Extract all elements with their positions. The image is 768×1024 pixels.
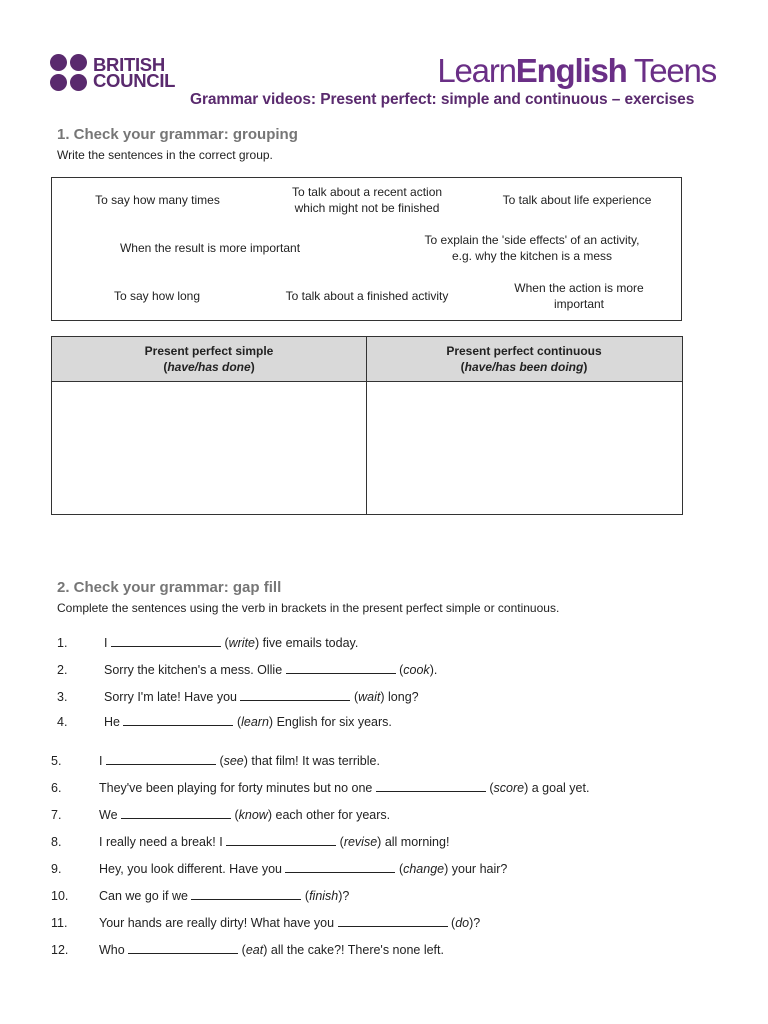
sentence-start: Hey, you look different. Have you <box>99 862 282 876</box>
gap-fill-item: Hey, you look different. Have you (change) your hair? <box>99 862 508 876</box>
use-line: important <box>553 297 605 311</box>
sentence-start: Who <box>99 943 125 957</box>
sentence-start: They've been playing for forty minutes but no one <box>99 781 373 795</box>
sentence-start: I <box>99 754 103 768</box>
verb-hint: change <box>403 862 445 876</box>
use-item <box>100 240 320 256</box>
verb-hint: do <box>455 916 470 930</box>
learnenglish-teens-logo <box>437 52 716 90</box>
sentence-end: all the cake?! There's none left. <box>270 943 444 957</box>
section2-heading: 2. Check your grammar: gap fill <box>57 579 282 596</box>
gap-fill-item: Sorry the kitchen's a mess. Ollie (cook). <box>104 663 438 677</box>
verb-hint: eat <box>245 943 264 957</box>
use-line: To say how long <box>113 289 201 303</box>
use-line: To talk about a recent action <box>291 185 443 199</box>
use-line: e.g. why the kitchen is a mess <box>451 249 613 263</box>
verb-hint: wait <box>358 690 381 704</box>
col-continuous-header: Present perfect continuous (have/has been doing) <box>367 343 681 375</box>
gap-fill-item: We (know) each other for years. <box>99 808 391 822</box>
section1-heading: 1. Check your grammar: grouping <box>57 126 298 143</box>
use-line: When the result is more important <box>119 241 301 255</box>
verb-hint: know <box>238 808 268 822</box>
continuous-answer-cell[interactable] <box>368 382 682 514</box>
verb-hint: cook <box>403 663 430 677</box>
question-number: 8. <box>51 835 62 849</box>
col-continuous-form: have/has been doing <box>464 360 584 374</box>
sentence-end: . <box>433 663 438 677</box>
answer-blank[interactable] <box>111 636 221 647</box>
logo-line-2: COUNCIL <box>93 70 176 91</box>
section2-instruction: Complete the sentences using the verb in brackets in the present perfect simple or continuous. <box>57 601 560 615</box>
answer-blank[interactable] <box>285 862 395 873</box>
use-line: To explain the 'side effects' of an activity, <box>424 233 640 247</box>
use-item <box>494 280 664 312</box>
verb-hint: see <box>223 754 244 768</box>
sentence-start: Can we go if we <box>99 889 188 903</box>
answer-blank[interactable] <box>191 889 301 900</box>
brand-english: English <box>515 52 627 89</box>
question-number: 7. <box>51 808 62 822</box>
sentence-end: each other for years. <box>275 808 391 822</box>
sentence-start: We <box>99 808 118 822</box>
sentence-end: long? <box>388 690 419 704</box>
question-number: 2. <box>57 663 68 677</box>
col-continuous-title: Present perfect continuous <box>446 344 602 358</box>
sentence-start: Sorry I'm late! Have you <box>104 690 237 704</box>
question-number: 11. <box>51 916 68 930</box>
sentence-end: ? <box>342 889 350 903</box>
question-number: 12. <box>51 943 69 957</box>
answer-blank[interactable] <box>376 781 486 792</box>
gap-fill-item: Can we go if we (finish)? <box>99 889 350 903</box>
answer-blank[interactable] <box>123 715 233 726</box>
gap-fill-item: I (see) that film! It was terrible. <box>99 754 380 768</box>
sentence-end: English for six years. <box>276 715 392 729</box>
section1-instruction: Write the sentences in the correct group. <box>57 148 273 162</box>
question-number: 4. <box>57 715 68 729</box>
answer-blank[interactable] <box>106 754 216 765</box>
use-item <box>392 232 672 264</box>
sentence-start: Your hands are really dirty! What have you <box>99 916 335 930</box>
gap-fill-item: Your hands are really dirty! What have you (do)? <box>99 916 481 930</box>
gap-fill-item: They've been playing for forty minutes but no one (score) a goal yet. <box>99 781 590 795</box>
answer-blank[interactable] <box>128 943 238 954</box>
verb-hint: revise <box>343 835 378 849</box>
question-number: 1. <box>57 636 68 650</box>
use-line: which might not be finished <box>294 201 440 215</box>
gap-fill-item: I really need a break! I (revise) all morning! <box>99 835 450 849</box>
grouping-table <box>51 336 683 515</box>
sentence-end: a goal yet. <box>531 781 590 795</box>
sentence-start: I really need a break! I <box>99 835 223 849</box>
col-simple-header: Present perfect simple (have/has done) <box>52 343 366 375</box>
verb-hint: finish <box>309 889 339 903</box>
answer-blank[interactable] <box>240 690 350 701</box>
sentence-end: your hair? <box>451 862 508 876</box>
sentence-end: all morning! <box>384 835 450 849</box>
sentence-end: ? <box>473 916 481 930</box>
answer-blank[interactable] <box>121 808 231 819</box>
gap-fill-item: Who (eat) all the cake?! There's none left. <box>99 943 444 957</box>
uses-box <box>51 177 682 321</box>
verb-hint: score <box>493 781 525 795</box>
col-simple-title: Present perfect simple <box>144 344 274 358</box>
gap-fill-item: He (learn) English for six years. <box>104 715 392 729</box>
brand-learn: Learn <box>437 52 516 89</box>
question-number: 6. <box>51 781 62 795</box>
question-number: 10. <box>51 889 69 903</box>
use-line: To say how many times <box>95 193 220 207</box>
use-item <box>477 192 677 208</box>
sentence-start: Sorry the kitchen's a mess. Ollie <box>104 663 283 677</box>
logo-line-1: BRITISH <box>93 54 165 75</box>
use-item <box>267 184 467 216</box>
sentence-start: I <box>104 636 108 650</box>
sentence-end: that film! It was terrible. <box>251 754 380 768</box>
logo-dots-icon <box>50 54 88 92</box>
question-number: 3. <box>57 690 68 704</box>
document-title: Grammar videos: Present perfect: simple and continuous – exercises <box>190 91 695 108</box>
use-item <box>92 288 222 304</box>
simple-answer-cell[interactable] <box>52 382 365 514</box>
use-item <box>267 288 467 304</box>
sentence-end: five emails today. <box>262 636 359 650</box>
col-simple-form: have/has done <box>167 360 251 374</box>
answer-blank[interactable] <box>338 916 448 927</box>
answer-blank[interactable] <box>226 835 336 846</box>
question-number: 9. <box>51 862 62 876</box>
answer-blank[interactable] <box>286 663 396 674</box>
british-council-logo <box>50 54 175 92</box>
use-line: When the action is more <box>514 281 644 295</box>
verb-hint: write <box>228 636 256 650</box>
use-line: To talk about a finished activity <box>285 289 449 303</box>
brand-teens: Teens <box>626 52 716 89</box>
use-item <box>70 192 245 208</box>
logo-wordmark <box>93 54 176 91</box>
gap-fill-item: Sorry I'm late! Have you (wait) long? <box>104 690 419 704</box>
question-number: 5. <box>51 754 62 768</box>
sentence-start: He <box>104 715 120 729</box>
gap-fill-item: I (write) five emails today. <box>104 636 359 650</box>
use-line: To talk about life experience <box>502 193 652 207</box>
verb-hint: learn <box>241 715 269 729</box>
